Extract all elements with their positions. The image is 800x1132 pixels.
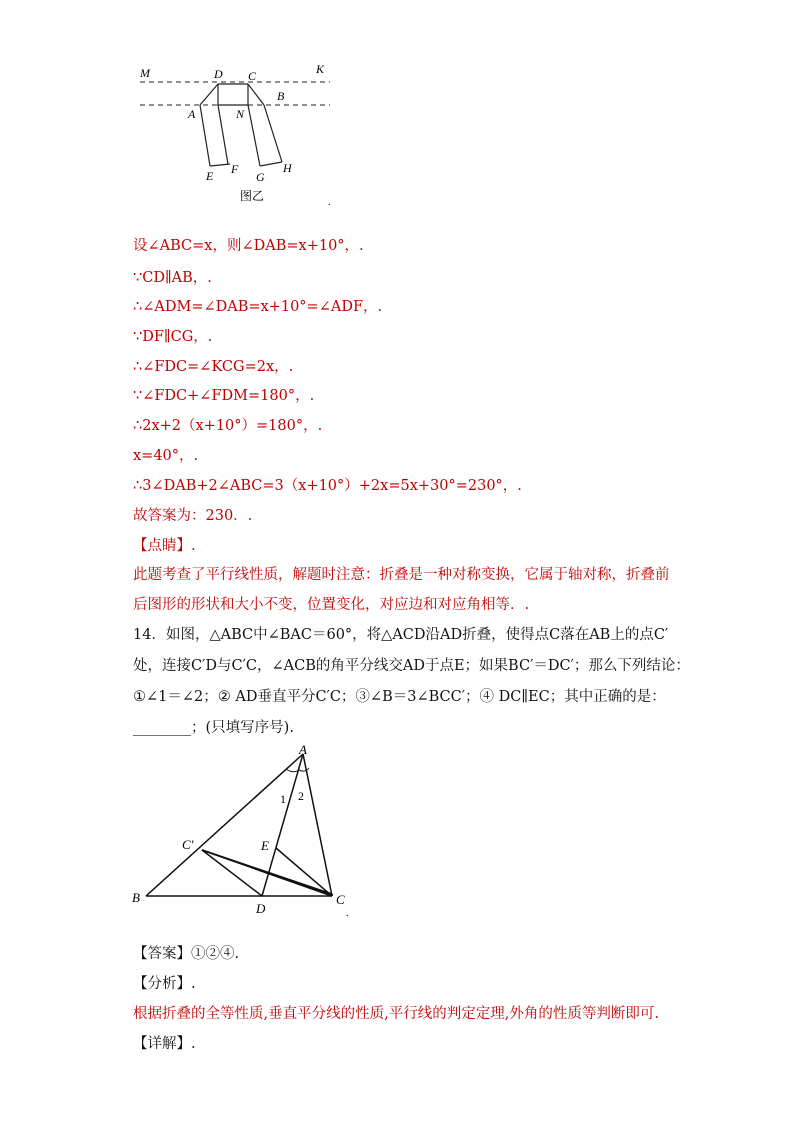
solution-line-4: ∵DF∥CG，. bbox=[133, 329, 213, 345]
label-B: B bbox=[277, 89, 285, 103]
solution-line-1: 设∠ABC=x，则∠DAB=x+10°，. bbox=[133, 238, 364, 254]
solution-line-2: ∵CD∥AB，. bbox=[133, 270, 212, 286]
label-C: C bbox=[248, 69, 257, 83]
triangle-lines bbox=[146, 754, 333, 896]
figure-fold-strip bbox=[130, 58, 350, 208]
solution-line-6: ∵∠FDC+∠FDM=180°，. bbox=[133, 388, 315, 404]
label-B2: B bbox=[132, 890, 140, 905]
answer-line: 【答案】①②④. bbox=[133, 946, 240, 962]
analysis-text: 根据折叠的全等性质,垂直平分线的性质,平行线的判定定理,外角的性质等判断即可. bbox=[133, 1006, 659, 1022]
label-C2: C bbox=[336, 892, 345, 907]
dianjing-text-1: 此题考查了平行线性质，解题时注意：折叠是一种对称变换，它属于轴对称，折叠前 bbox=[133, 567, 670, 583]
figure-dot: . bbox=[328, 197, 331, 208]
label-K: K bbox=[316, 62, 325, 76]
problem14-line-1: 14．如图，△ABC中∠BAC＝60°，将△ACD沿AD折叠，使得点C落在AB上的点C′ bbox=[133, 627, 669, 643]
label-M: M bbox=[140, 66, 150, 80]
solution-line-5: ∴∠FDC=∠KCG=2x，. bbox=[133, 359, 294, 375]
solution-line-10: 故答案为：230．. bbox=[133, 508, 253, 524]
problem14-line-3: ①∠1＝∠2；② AD垂直平分C′C；③∠B＝3∠BCC′；④ DC∥EC；其中正确的是： bbox=[133, 689, 666, 705]
figure-caption: 图乙 bbox=[240, 189, 265, 203]
solution-line-7: ∴2x+2（x+10°）=180°，. bbox=[133, 418, 323, 434]
folded-strip bbox=[200, 84, 282, 166]
label-D: D bbox=[214, 67, 223, 81]
angle-arc-1 bbox=[286, 769, 299, 772]
label-angle-1: 1 bbox=[280, 792, 286, 806]
dianjing-heading: 【点睛】. bbox=[133, 538, 196, 554]
angle-arc-2 bbox=[299, 768, 309, 771]
label-angle-2: 2 bbox=[298, 789, 304, 803]
dianjing-text-2: 后图形的形状和大小不变，位置变化，对应边和对应角相等．. bbox=[133, 597, 530, 613]
analysis-heading: 【分析】. bbox=[133, 976, 196, 992]
figure-triangle bbox=[128, 742, 358, 922]
label-Cprime2: C′ bbox=[182, 837, 194, 852]
solution-line-3: ∴∠ADM=∠DAB=x+10°=∠ADF，. bbox=[133, 299, 383, 315]
problem14-line-4: ________；(只填写序号). bbox=[133, 720, 294, 736]
label-A: A bbox=[188, 107, 196, 121]
label-D2: D bbox=[256, 901, 266, 916]
label-A2: A bbox=[299, 742, 307, 757]
label-E2: E bbox=[261, 838, 269, 853]
problem14-line-2: 处，连接C′D与C′C，∠ACB的角平分线交AD于点E；如果BC′＝DC′；那么下列结论： bbox=[133, 658, 690, 674]
solution-line-8: x=40°，. bbox=[133, 448, 199, 464]
solution-line-9: ∴3∠DAB+2∠ABC=3（x+10°）+2x=5x+30°=230°，. bbox=[133, 478, 522, 494]
detail-heading: 【详解】. bbox=[133, 1036, 196, 1052]
figure2-dot: . bbox=[346, 908, 349, 919]
label-G: G bbox=[256, 170, 265, 184]
label-E: E bbox=[206, 169, 214, 183]
label-N: N bbox=[236, 107, 245, 121]
label-H: H bbox=[283, 161, 292, 175]
label-F: F bbox=[231, 162, 239, 176]
